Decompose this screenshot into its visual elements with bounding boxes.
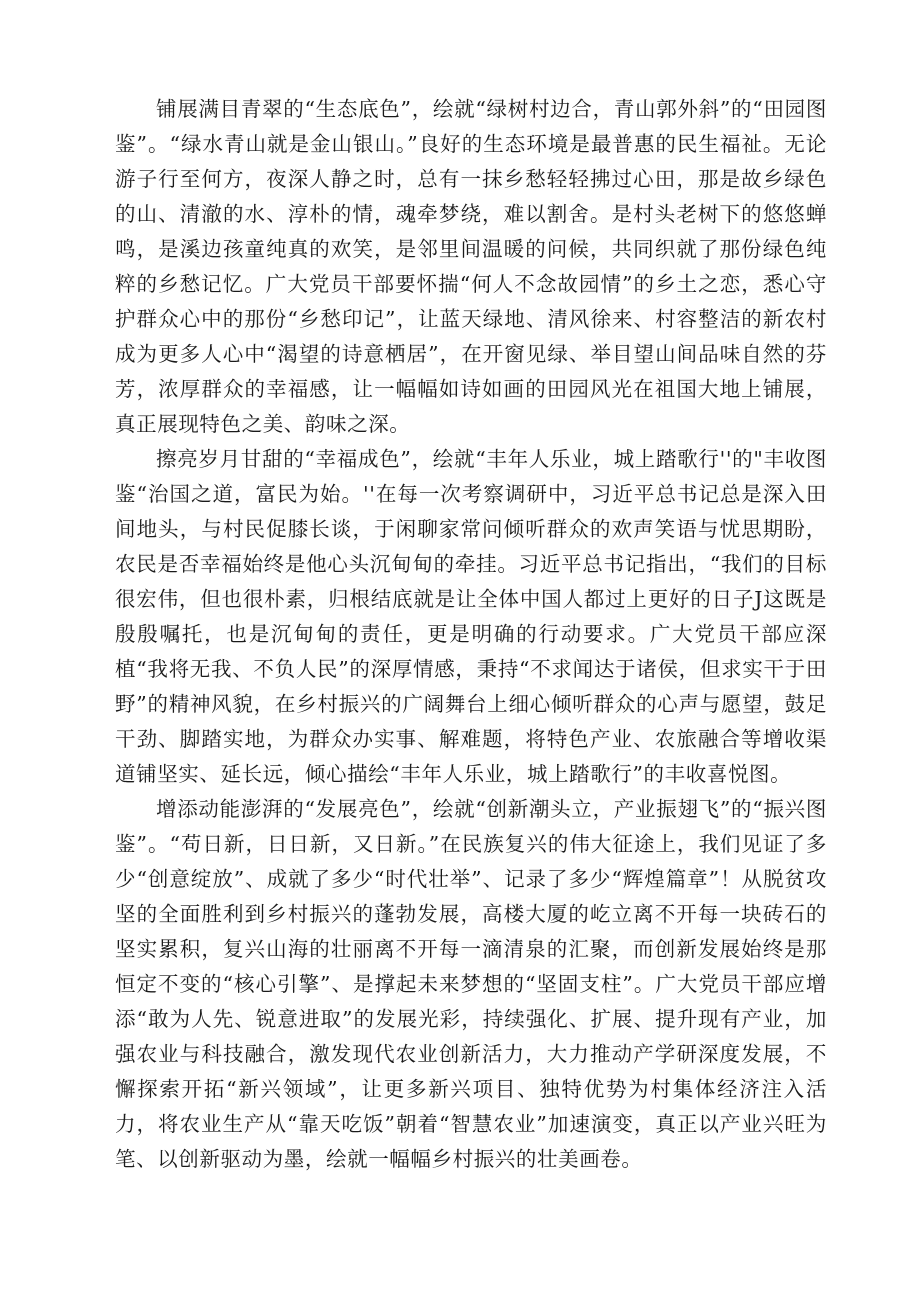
document-body xyxy=(115,92,827,1177)
paragraph-happiness: 擦亮岁月甘甜的“幸福成色”，绘就“丰年人乐业，城上踏歌行''的"丰收图鉴“治国之道，富民为始。''在每一次考察调研中，习近平总书记总是深入田间地头，与村民促膝长谈，于闲聊家常问倾听群众的欢声笑语与忧思期盼，农民是否幸福始终是他心头沉甸甸的牵挂。习近平总书记指出，“我们的目标很宏伟，但也很朴素，归根结底就是让全体中国人都过上更好的日子J这既是殷殷嘱托，也是沉甸甸的责任，更是明确的行动要求。广大党员干部应深植“我将无我、不负人民”的深厚情感，秉持“不求闻达于诸侯，但求实干于田野”的精神风貌，在乡村振兴的广阔舞台上细心倾听群众的心声与愿望，鼓足干劲、脚踏实地，为群众办实事、解难题，将特色产业、农旅融合等增收渠道铺坚实、延长远，倾心描绘“丰年人乐业，城上踏歌行”的丰收喜悦图。 xyxy=(115,447,827,786)
paragraph-development: 增添动能澎湃的“发展亮色”，绘就“创新潮头立，产业振翅飞”的“振兴图鉴”。“苟日新，日日新，又日新。”在民族复兴的伟大征途上，我们见证了多少“创意绽放”、成就了多少“时代壮举”、记录了多少“辉煌篇章”！从脱贫攻坚的全面胜利到乡村振兴的蓬勃发展，高楼大厦的屹立离不开每一块砖石的坚实累积，复兴山海的壮丽离不开每一滴清泉的汇聚，而创新发展始终是那恒定不变的“核心引擎”、是撑起未来梦想的“坚固支柱”。广大党员干部应增添“敢为人先、锐意进取”的发展光彩，持续强化、扩展、提升现有产业，加强农业与科技融合，激发现代农业创新活力，大力推动产学研深度发展，不懈探索开拓“新兴领域”，让更多新兴项目、独特优势为村集体经济注入活力，将农业生产从“靠天吃饭”朝着“智慧农业”加速演变，真正以产业兴旺为笔、以创新驱动为墨，绘就一幅幅乡村振兴的壮美画卷。 xyxy=(115,797,827,1171)
paragraph-ecology: 铺展满目青翠的“生态底色”，绘就“绿树村边合，青山郭外斜”的“田园图鉴”。“绿水青山就是金山银山。”良好的生态环境是最普惠的民生福祉。无论游子行至何方，夜深人静之时，总有一抹乡愁轻轻拂过心田，那是故乡绿色的山、清澈的水、淳朴的情，魂牵梦绕，难以割舍。是村头老树下的悠悠蝉鸣，是溪边孩童纯真的欢笑，是邻里间温暖的问候，共同织就了那份绿色纯粹的乡愁记忆。广大党员干部要怀揣“何人不念故园情”的乡土之恋，悉心守护群众心中的那份“乡愁印记”，让蓝天绿地、清风徐来、村容整洁的新农村成为更多人心中“渴望的诗意栖居”，在开窗见绿、举目望山间品味自然的芬芳，浓厚群众的幸福感，让一幅幅如诗如画的田园风光在祖国大地上铺展，真正展现特色之美、韵味之深。 xyxy=(115,97,827,436)
